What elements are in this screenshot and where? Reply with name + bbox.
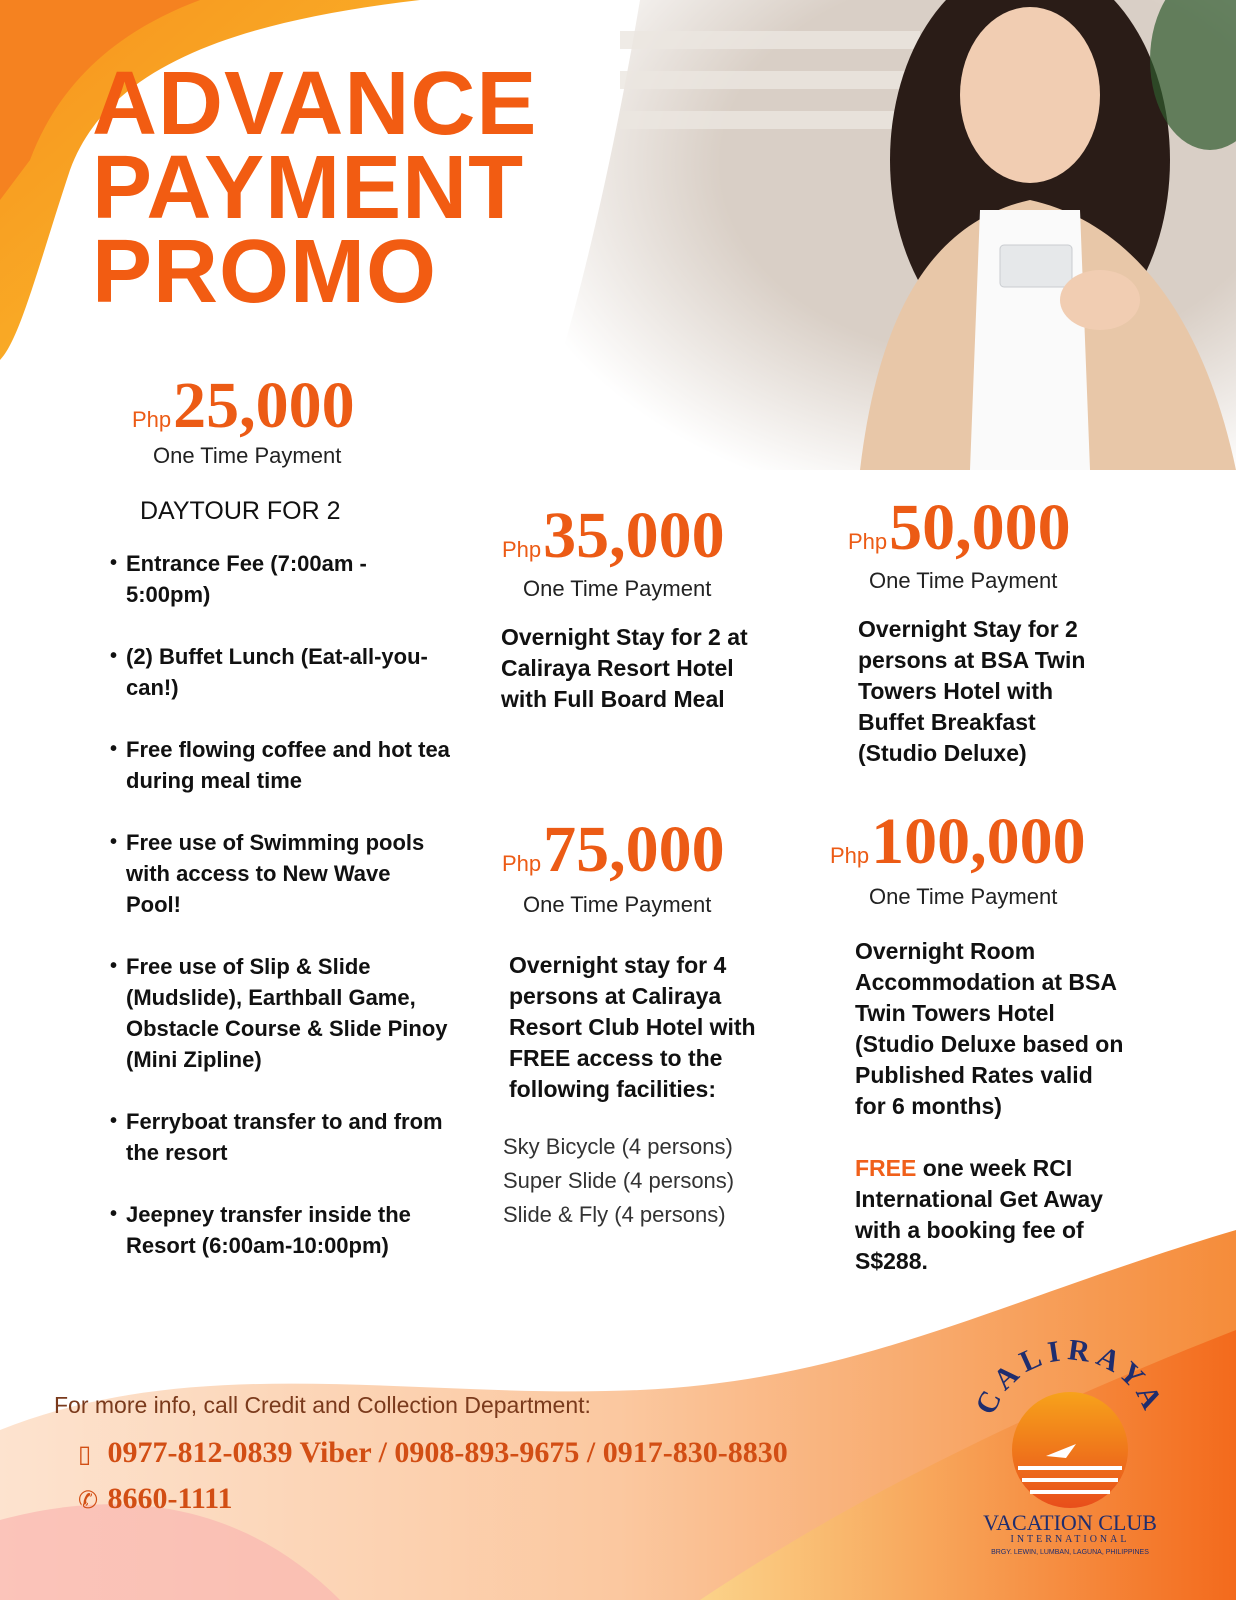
price-amount: 25,000 — [173, 369, 355, 442]
list-item: • Free flowing coffee and hot tea during meal time — [110, 734, 450, 796]
mobile-numbers-text: 0977-812-0839 Viber / 0908-893-9675 / 0917-830-8830 — [107, 1436, 788, 1469]
mobile-numbers — [78, 1436, 788, 1470]
price-amount: 35,000 — [543, 499, 725, 572]
currency-label: Php — [848, 529, 888, 554]
logo-arc-text: CALIRAYA — [969, 1340, 1171, 1420]
package-description: Overnight Stay for 2 persons at BSA Twin Towers Hotel with Buffet Breakfast (Studio Deluxe) — [858, 616, 1086, 766]
logo-name: VACATION CLUB — [983, 1510, 1157, 1535]
package-description: Overnight stay for 4 persons at Caliraya Resort Club Hotel with FREE access to the following facilities: — [509, 952, 756, 1102]
list-item: • Jeepney transfer inside the Resort (6:00am-10:00pm) — [110, 1199, 450, 1261]
package-description: Overnight Room Accommodation at BSA Twin Towers Hotel (Studio Deluxe based on Published Rates valid for 6 months) — [855, 938, 1124, 1119]
currency-label: Php — [830, 843, 870, 868]
facilities-list — [503, 1130, 734, 1232]
price-100000 — [830, 804, 1086, 880]
inclusions-list — [110, 548, 450, 1292]
list-item: Sky Bicycle (4 persons) — [503, 1134, 733, 1159]
payment-note: One Time Payment — [523, 576, 712, 601]
free-rci-promo — [855, 1153, 1155, 1277]
currency-label: Php — [502, 537, 542, 562]
price-amount: 50,000 — [889, 491, 1071, 564]
landline-number-text: 8660-1111 — [107, 1482, 233, 1515]
payment-note: One Time Payment — [523, 892, 712, 917]
caliraya-logo — [960, 1340, 1180, 1560]
payment-note: One Time Payment — [869, 884, 1058, 909]
mobile-phone-icon: ▯ — [78, 1440, 92, 1468]
currency-label: Php — [132, 407, 172, 432]
payment-note: One Time Payment — [153, 443, 342, 468]
landline-number — [78, 1482, 233, 1516]
list-item: • Ferryboat transfer to and from the resort — [110, 1106, 450, 1168]
price-amount: 100,000 — [871, 805, 1086, 878]
price-35000 — [502, 498, 725, 574]
phone-handset-icon: ✆ — [78, 1486, 99, 1514]
list-item: Slide & Fly (4 persons) — [503, 1202, 726, 1227]
currency-label: Php — [502, 851, 542, 876]
price-75000 — [502, 812, 725, 888]
contact-title: For more info, call Credit and Collection Department: — [54, 1392, 591, 1418]
payment-note: One Time Payment — [869, 568, 1058, 593]
free-text: one week RCI International Get Away with a booking fee of S$288. — [855, 1155, 1103, 1274]
list-item: Super Slide (4 persons) — [503, 1168, 735, 1193]
promo-headline — [92, 54, 538, 322]
package-description: Overnight Stay for 2 at Caliraya Resort Hotel with Full Board Meal — [501, 624, 748, 712]
free-highlight: FREE — [855, 1155, 917, 1181]
list-item: • (2) Buffet Lunch (Eat-all-you-can!) — [110, 641, 450, 703]
package-title: DAYTOUR FOR 2 — [140, 497, 341, 525]
logo-subname: INTERNATIONAL — [1010, 1534, 1130, 1545]
list-item: • Free use of Slip & Slide (Mudslide), Earthball Game, Obstacle Course & Slide Pinoy (Mini Zipline) — [110, 951, 450, 1075]
woman-holding-card-photo — [560, 0, 1236, 470]
headline-line-3: PROMO — [92, 222, 438, 322]
price-25000 — [132, 368, 355, 444]
headline-line-1: ADVANCE — [92, 54, 538, 154]
list-item: • Free use of Swimming pools with access to New Wave Pool! — [110, 827, 450, 920]
logo-address: BRGY. LEWIN, LUMBAN, LAGUNA, PHILIPPINES — [991, 1549, 1149, 1556]
list-item: • Entrance Fee (7:00am - 5:00pm) — [110, 548, 450, 610]
headline-line-2: PAYMENT — [92, 138, 525, 238]
price-50000 — [848, 490, 1071, 566]
price-amount: 75,000 — [543, 813, 725, 886]
